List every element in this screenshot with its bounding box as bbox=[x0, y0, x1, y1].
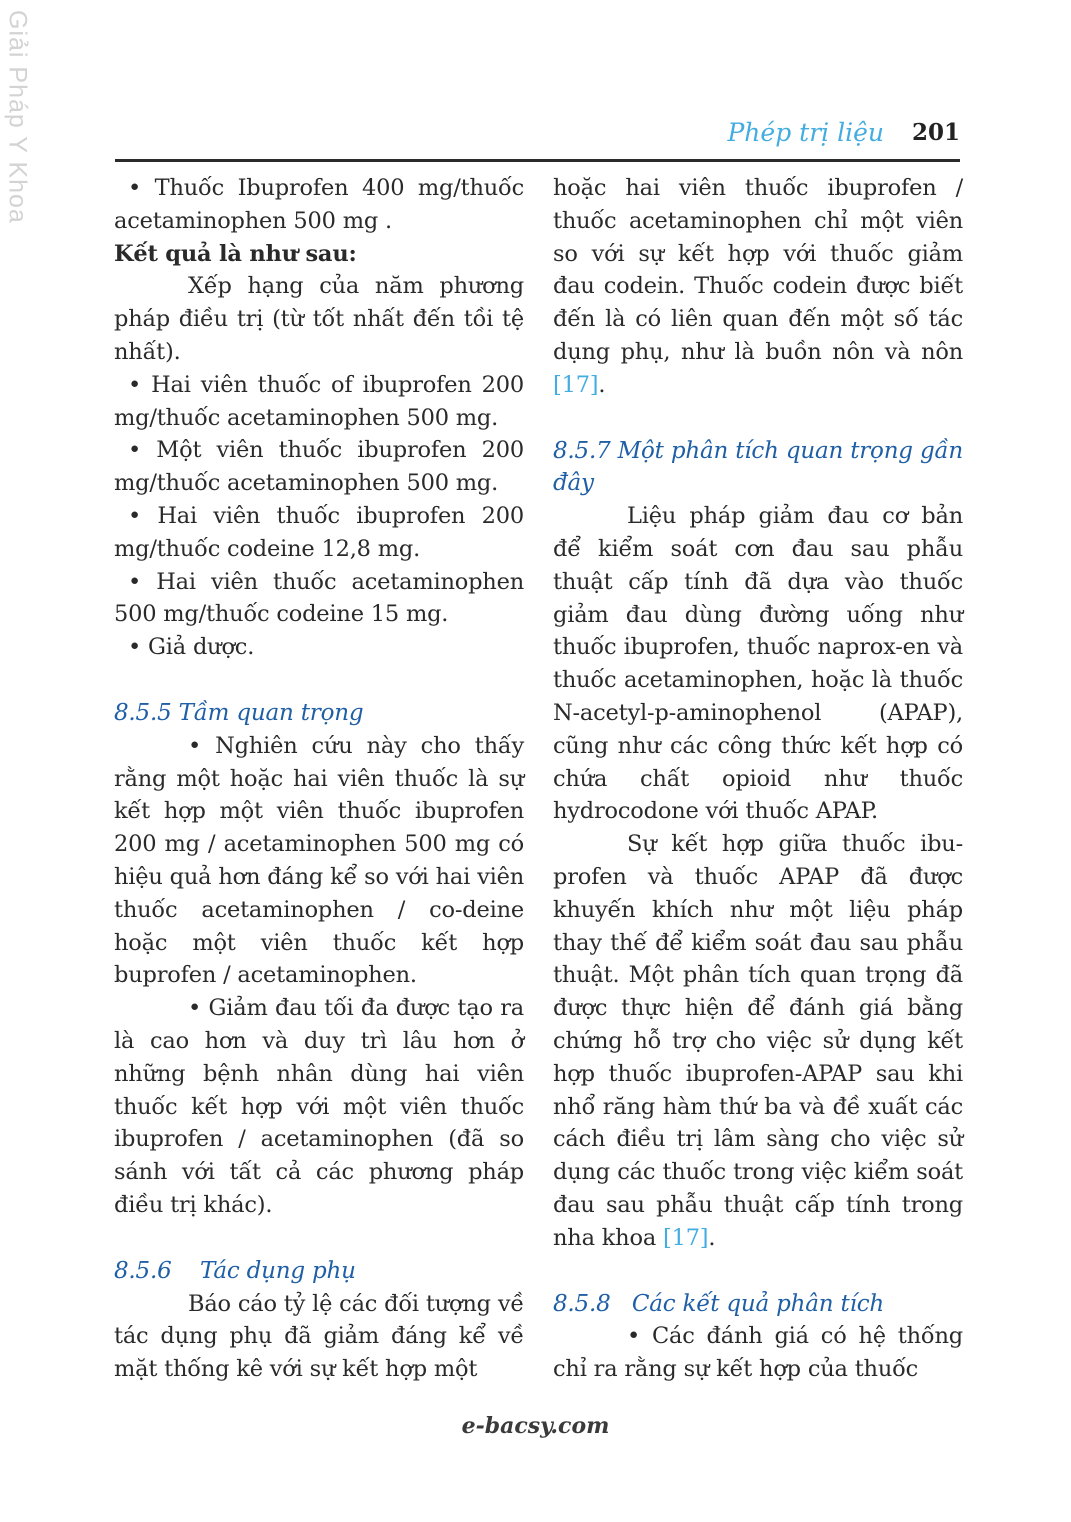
page-header bbox=[115, 112, 960, 152]
bullet-item: • Hai viên thuốc of ibuprofen 200 mg/thuốc acetaminophen 500 mg. bbox=[114, 371, 524, 431]
right-column bbox=[553, 172, 963, 1386]
side-tab bbox=[0, 10, 34, 230]
page-number: 201 bbox=[911, 118, 960, 146]
bullet-item: • Hai viên thuốc acetaminophen 500 mg/thuốc codeine 15 mg. bbox=[114, 568, 524, 628]
side-tab-label: Giải Pháp Y Khoa bbox=[3, 10, 32, 224]
left-column bbox=[114, 172, 524, 1386]
results-label: Kết quả là như sau: bbox=[114, 240, 357, 267]
citation-link[interactable]: [17] bbox=[553, 371, 599, 398]
section-heading-856: 8.5.6 Tác dụng phụ bbox=[114, 1257, 356, 1284]
paragraph: • Các đánh giá có hệ thống chỉ ra rằng sự kết hợp của thuốc bbox=[553, 1323, 963, 1383]
section-heading-855: 8.5.5 Tầm quan trọng bbox=[114, 699, 364, 726]
section-heading-857: 8.5.7 Một phân tích quan trọng gần đây bbox=[553, 437, 963, 497]
spacer bbox=[114, 664, 524, 697]
paragraph: Báo cáo tỷ lệ các đối tượng về tác dụng phụ đã giảm đáng kể về mặt thống kê với sự kết hợp một bbox=[114, 1290, 524, 1383]
paragraph: Xếp hạng của năm phương pháp điều trị (từ tốt nhất đến tồi tệ nhất). bbox=[114, 273, 524, 365]
spacer bbox=[114, 1222, 524, 1255]
bullet-item: • Hai viên thuốc ibuprofen 200 mg/thuốc codeine 12,8 mg. bbox=[114, 502, 524, 562]
paragraph: • Nghiên cứu này cho thấy rằng một hoặc hai viên thuốc là sự kết hợp một viên thuốc ibuprofen 200 mg / acetaminophen 500 mg có hiệu quả hơn đáng kể so với hai viên thuốc acetaminophen / co-deine hoặc một viên thuốc kết hợp buprofen / acetaminophen. bbox=[114, 732, 524, 989]
citation-link[interactable]: [17] bbox=[663, 1224, 709, 1251]
spacer bbox=[553, 402, 963, 435]
bullet-item: • Một viên thuốc ibuprofen 200 mg/thuốc acetaminophen 500 mg. bbox=[114, 437, 524, 497]
footer-site: e-bacsy.com bbox=[461, 1413, 610, 1439]
bullet-item: • Giả dược. bbox=[128, 634, 255, 661]
header-rule bbox=[115, 159, 960, 162]
paragraph: hoặc hai viên thuốc ibuprofen / thuốc acetaminophen chỉ một viên so với sự kết hợp với thuốc giảm đau codein. Thuốc codein được biết đến là có liên quan đến một số tác dụng phụ, như là buồn nôn và nôn [17]. bbox=[553, 175, 963, 398]
section-heading-858: 8.5.8 Các kết quả phân tích bbox=[553, 1290, 885, 1317]
bullet-item: • Thuốc Ibuprofen 400 mg/thuốc acetaminophen 500 mg . bbox=[114, 175, 524, 234]
paragraph: Sự kết hợp giữa thuốc ibu-profen và thuốc APAP đã được khuyến khích như một liệu pháp thay thế để kiểm soát đau sau phẫu thuật. Một phân tích quan trọng đã được thực hiện để đánh giá bằng chứng hỗ trợ cho việc sử dụng kết hợp thuốc ibuprofen-APAP sau khi nhổ răng hàm thứ ba và đề xuất các cách điều trị lâm sàng cho việc sử dụng các thuốc trong việc kiểm soát đau sau phẫu thuật cấp tính trong nha khoa [17]. bbox=[553, 831, 963, 1251]
running-title: Phép trị liệu bbox=[727, 117, 884, 147]
paragraph: Liệu pháp giảm đau cơ bản để kiểm soát cơn đau sau phẫu thuật cấp tính đã dựa vào thuốc giảm đau dùng đường uống như thuốc ibuprofen, thuốc naprox-en và thuốc acetaminophen, hoặc là thuốc N-acetyl-p-aminophenol (APAP), cũng như các công thức kết hợp có chứa chất opioid như thuốc hydrocodone với thuốc APAP. bbox=[553, 503, 963, 825]
paragraph-text: hoặc hai viên thuốc ibuprofen / thuốc acetaminophen chỉ một viên so với sự kết hợp với thuốc giảm đau codein. Thuốc codein được biết đến là có liên quan đến một số tác dụng phụ, như là buồn nôn và nôn bbox=[553, 175, 963, 365]
paragraph: • Giảm đau tối đa được tạo ra là cao hơn và duy trì lâu hơn ở những bệnh nhân dùng hai viên thuốc kết hợp với một viên thuốc ibuprofen / acetaminophen (đã so sánh với tất cả các phương pháp điều trị khác). bbox=[114, 995, 524, 1218]
paragraph-text: Sự kết hợp giữa thuốc ibu-profen và thuốc APAP đã được khuyến khích như một liệu pháp thay thế để kiểm soát đau sau phẫu thuật. Một phân tích quan trọng đã được thực hiện để đánh giá bằng chứng hỗ trợ cho việc sử dụng kết hợp thuốc ibuprofen-APAP sau khi nhổ răng hàm thứ ba và đề xuất các cách điều trị lâm sàng cho việc sử dụng các thuốc trong việc kiểm soát đau sau phẫu thuật cấp tính trong nha khoa bbox=[553, 831, 963, 1251]
spacer bbox=[553, 1255, 963, 1288]
